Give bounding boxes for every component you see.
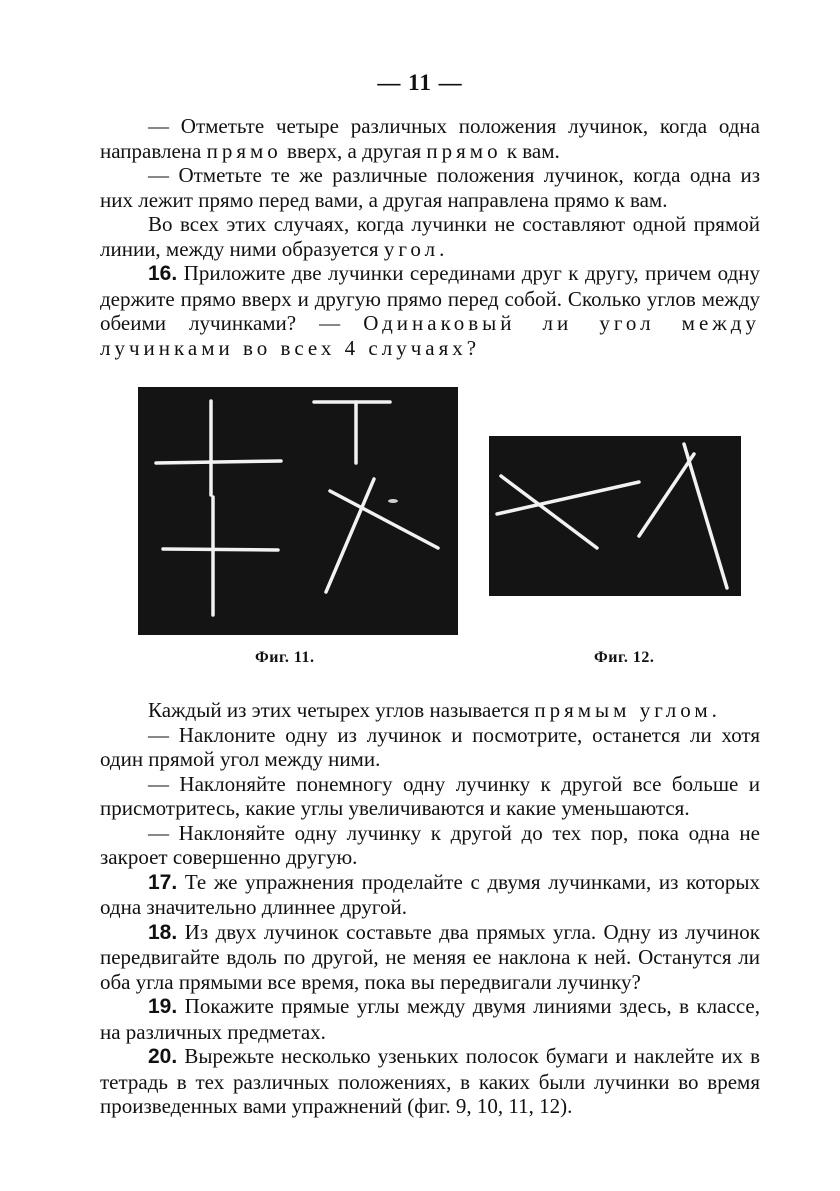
- text-run: Каждый из этих четырех углов называется: [148, 698, 535, 722]
- paragraph: [100, 163, 760, 212]
- text-run: Из двух лучинок составьте два прямых угла. Одну из лучинок передвигайте вдоль по другой, не меняя ее наклона к ней. Останутся ли оба угла прямыми все время, пока вы передвигали лучинку?: [100, 919, 760, 994]
- text-run: — Наклоняйте понемногу одну лучинку к другой все больше и присмотритесь, какие углы увеличиваются и какие уменьшаются.: [100, 771, 760, 820]
- emphasized-text: прямо: [206, 138, 282, 163]
- stick: [684, 444, 727, 588]
- stick: [639, 454, 694, 536]
- emphasized-text: прямым углом: [534, 698, 712, 722]
- exercise-number: 19.: [148, 995, 178, 1018]
- stick: [330, 491, 438, 548]
- text-run: — Отметьте четыре различных положения лучинок, когда одна направлена: [100, 114, 760, 163]
- numbered-exercise: [100, 261, 760, 360]
- numbered-exercise: [100, 1044, 760, 1119]
- text-run: вверх, а другая: [281, 138, 427, 163]
- paragraph: [100, 698, 760, 723]
- emphasized-text: Одинаковый ли угол между лучинками во всех 4 случаях?: [100, 311, 760, 360]
- emphasized-text: прямо: [426, 138, 502, 163]
- stick: [156, 461, 281, 463]
- exercise-number: 18.: [148, 920, 178, 944]
- emphasized-text: угол: [383, 236, 440, 261]
- numbered-exercise: [100, 994, 760, 1044]
- text-run: к вам.: [501, 138, 560, 163]
- exercise-number: 20.: [148, 1045, 178, 1068]
- exercise-number: 16.: [148, 262, 178, 285]
- text-run: — Наклоните одну из лучинок и посмотрите, останется ли хотя один прямой угол между ними.: [100, 722, 760, 771]
- text-run: .: [711, 698, 717, 722]
- text-run: Те же упражнения проделайте с двумя лучинками, из которых одна значительно длиннее другой.: [100, 869, 760, 919]
- text-run: Во всех этих случаях, когда лучинки не составляют одной прямой линии, между ними образуется: [100, 212, 760, 261]
- paragraph: [100, 114, 760, 163]
- paragraph: [100, 772, 760, 821]
- paragraph: [100, 723, 760, 772]
- page-number: — 11 —: [377, 70, 463, 95]
- text-run: — Отметьте те же различные положения лучинок, когда одна из них лежит прямо перед вами, а другая направлена прямо к вам.: [100, 163, 760, 212]
- text-run: Приложите две лучинки серединами друг к другу, причем одну держите прямо вверх и другую прямо перед собой. Сколько углов между обеими лучинками? —: [100, 261, 760, 335]
- text-run: Покажите прямые углы между двумя линиями здесь, в классе, на различных предметах.: [100, 994, 760, 1044]
- figure-11-photo: [138, 387, 458, 635]
- stick: [326, 479, 374, 592]
- figure-11-caption: Фиг. 11.: [255, 649, 315, 666]
- numbered-exercise: [100, 920, 760, 995]
- top-text-block: [100, 114, 760, 360]
- exercise-number: 17.: [148, 870, 178, 894]
- stick: [501, 476, 597, 548]
- text-run: — Наклоняйте одну лучинку к другой до тех пор, пока одна не закроет совершенно другую.: [100, 820, 760, 869]
- glare-spot: [388, 499, 398, 503]
- text-run: .: [439, 236, 445, 261]
- figure-12-photo: [489, 436, 741, 596]
- text-run: Вырежьте несколько узеньких полосок бумаги и наклейте их в тетрадь в тех различных положениях, в каких были лучинки во время произведенных вами упражнений (фиг. 9, 10, 11, 12).: [100, 1044, 760, 1118]
- numbered-exercise: [100, 870, 760, 920]
- figure-11-sticks: [138, 387, 458, 635]
- stick: [163, 549, 278, 550]
- bottom-text-block: [100, 698, 760, 1119]
- figure-12-caption: Фиг. 12.: [594, 649, 655, 666]
- paragraph: [100, 821, 760, 870]
- figure-12-sticks: [489, 436, 741, 596]
- paragraph: [100, 212, 760, 261]
